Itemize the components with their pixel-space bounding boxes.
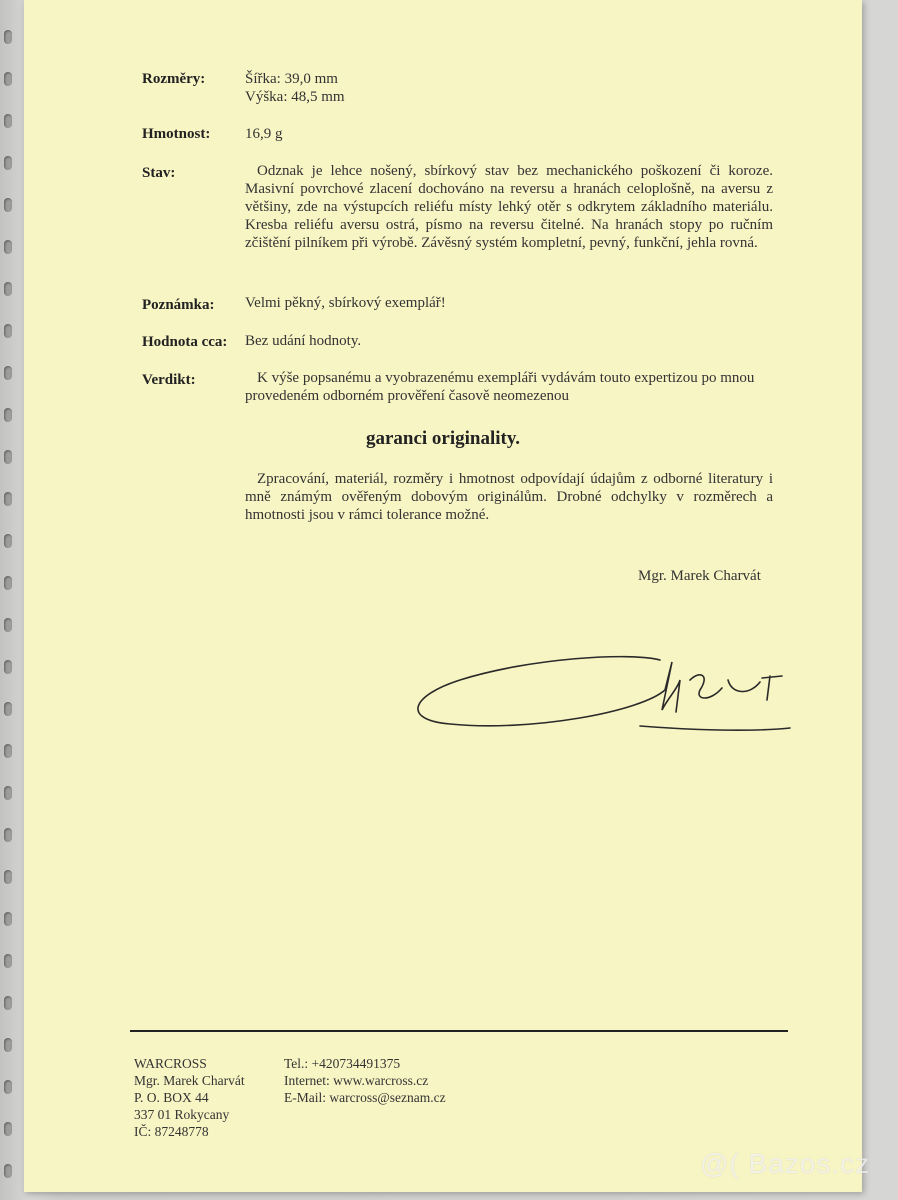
height-line: Výška: 48,5 mm [245, 89, 345, 105]
label-condition: Stav: [142, 165, 176, 181]
label-note: Poznámka: [142, 297, 215, 313]
phone: Tel.: +420734491375 [284, 1056, 401, 1071]
label-value-estimate: Hodnota cca: [142, 334, 228, 350]
footer-contact [284, 1055, 446, 1106]
binder-hole [4, 408, 12, 422]
value-value-estimate: Bez udání hodnoty. [245, 333, 362, 349]
label-weight: Hmotnost: [142, 126, 211, 142]
company-name: WARCROSS [134, 1056, 207, 1071]
binder-hole [4, 1080, 12, 1094]
binder-hole [4, 660, 12, 674]
binder-hole [4, 744, 12, 758]
certificate-page [24, 0, 862, 1192]
binder-hole [4, 1164, 12, 1178]
binder-hole [4, 450, 12, 464]
binder-hole [4, 30, 12, 44]
width-line: Šířka: 39,0 mm [245, 71, 338, 87]
binder-hole [4, 1038, 12, 1052]
binder-hole [4, 870, 12, 884]
binder-hole [4, 198, 12, 212]
value-note: Velmi pěkný, sbírkový exemplář! [245, 295, 446, 311]
email: E-Mail: warcross@seznam.cz [284, 1090, 446, 1105]
binder-hole [4, 786, 12, 800]
value-verdict: K výše popsanému a vyobrazenému exempláři vydávám touto expertizou po mnou provedeném odborném prověření časově neomezenou [245, 370, 755, 404]
guarantee-heading: garanci originality. [365, 428, 521, 449]
binder-hole [4, 954, 12, 968]
binder-hole [4, 366, 12, 380]
binder-hole [4, 114, 12, 128]
binder-holes [4, 0, 18, 1200]
binder-hole [4, 576, 12, 590]
binder-hole [4, 618, 12, 632]
binder-hole [4, 492, 12, 506]
value-weight: 16,9 g [245, 126, 283, 142]
website: Internet: www.warcross.cz [284, 1073, 429, 1088]
binder-hole [4, 702, 12, 716]
binder-hole [4, 156, 12, 170]
handwritten-signature [410, 640, 800, 740]
footer-divider [130, 1030, 788, 1032]
closing-paragraph: Zpracování, materiál, rozměry i hmotnost odpovídají údajům z odborné literatury i mně známým ověřeným dobovým originálům. Drobné odchylky v rozměrech a hmotnosti jsou v rámci tolerance možné. [245, 471, 773, 523]
binder-hole [4, 534, 12, 548]
binder-hole [4, 324, 12, 338]
company-id: IČ: 87248778 [134, 1124, 209, 1139]
binder-hole [4, 996, 12, 1010]
binder-hole [4, 828, 12, 842]
binder-hole [4, 72, 12, 86]
bazos-watermark: @( Bazos.cz [700, 1148, 871, 1179]
po-box: P. O. BOX 44 [134, 1090, 209, 1105]
label-verdict: Verdikt: [142, 372, 196, 388]
binder-hole [4, 912, 12, 926]
owner-name: Mgr. Marek Charvát [134, 1073, 245, 1088]
footer-address [134, 1055, 245, 1140]
value-dimensions [245, 70, 345, 106]
binder-hole [4, 282, 12, 296]
binder-hole [4, 240, 12, 254]
signatory-name: Mgr. Marek Charvát [638, 568, 761, 584]
binder-hole [4, 1122, 12, 1136]
label-dimensions: Rozměry: [142, 71, 206, 87]
postal-city: 337 01 Rokycany [134, 1107, 230, 1122]
value-condition: Odznak je lehce nošený, sbírkový stav bez mechanického poškození či koroze. Masivní povrchové zlacení dochováno na reversu a hranách celoplošně, na aversu z většiny, zde na výstupcích reliéfu místy lehký otěr s odkrytem základního materiálu. Kresba reliéfu aversu ostrá, písmo na reversu čitelné. Na hranách stopy po ručním zčištění pilníkem při výrobě. Závěsný systém kompletní, pevný, funkční, jehla rovná. [245, 163, 773, 251]
